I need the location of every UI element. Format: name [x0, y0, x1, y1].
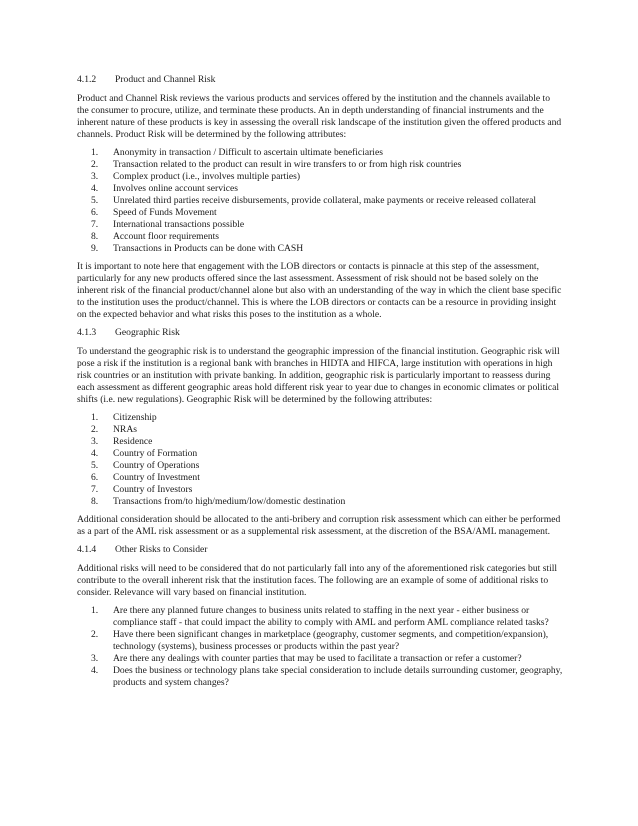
section-closing-paragraph: It is important to note here that engagement with the LOB directors or contacts is pinnacle at this step of the assessment, particularly for any new products offered since the last assessment. Assessment of risk should not be based solely on the inherent risk of the financial product/channel alone but also with an understanding of the way in which the client base specific to the institution uses the product/channel. This is where the LOB directors or contacts can be a resource in providing insight on the expected behavior and what risks this poses to the institution as a whole.	[77, 261, 562, 320]
section-title: Geographic Risk	[115, 327, 180, 338]
list-item: 2. Have there been significant changes in marketplace (geography, customer segments, and competition/expansion), technology (systems), business processes or products within the past year?	[91, 629, 549, 652]
list-item: 2. NRAs	[91, 424, 137, 435]
list-item: 4. Involves online account services	[91, 183, 238, 194]
section-number: 4.1.3	[77, 327, 97, 338]
list-item: 1. Are there any planned future changes to business units related to staffing in the next year - either business or compliance staff - that could impact the ability to comply with AML and perform AML compliance related tasks?	[91, 605, 549, 628]
list-item: 2. Transaction related to the product can result in wire transfers to or from high risk countries	[91, 159, 462, 170]
list-item: 7. International transactions possible	[91, 219, 245, 230]
geographic-risk-attribute-list	[77, 412, 564, 508]
section-intro-paragraph: Product and Channel Risk reviews the various products and services offered by the institution and the channels available to the consumer to procure, utilize, and terminate these products. An in depth understanding of financial instruments and the inherent nature of these products is key in assessing the overall risk landscape of the institution given the offered products and channels. Product Risk will be determined by the following attributes:	[77, 93, 562, 140]
list-item: 9. Transactions in Products can be done with CASH	[91, 243, 304, 254]
list-item: 8. Transactions from/to high/medium/low/domestic destination	[91, 496, 346, 507]
list-item: 4. Does the business or technology plans take special consideration to include details surrounding customer, geography, products and system changes?	[91, 665, 563, 688]
list-item: 1. Anonymity in transaction / Difficult to ascertain ultimate beneficiaries	[91, 147, 383, 158]
other-risks-question-list	[77, 605, 564, 689]
list-item: 4. Country of Formation	[91, 448, 198, 459]
section-number: 4.1.2	[77, 74, 97, 85]
list-item: 3. Complex product (i.e., involves multiple parties)	[91, 171, 301, 182]
list-item: 3. Are there any dealings with counter parties that may be used to facilitate a transaction or refer a customer?	[91, 653, 522, 664]
list-item: 5. Country of Operations	[91, 460, 200, 471]
list-item: 6. Speed of Funds Movement	[91, 207, 217, 218]
list-item: 3. Residence	[91, 436, 153, 447]
section-intro-paragraph: To understand the geographic risk is to understand the geographic impression of the financial institution. Geographic risk will pose a risk if the institution is a regional bank with branches in HIDTA and HIFCA, large institution with operations in high risk countries or an institution with private banking. In addition, geographic risk is particularly important to reassess during each assessment as different geographic areas hold different risk year to year due to changes in economic climates or political shifts (i.e. new regulations). Geographic Risk will be determined by the following attributes:	[77, 346, 560, 405]
section-heading-4-1-3	[77, 327, 564, 339]
product-risk-attribute-list	[77, 147, 564, 255]
list-item: 1. Citizenship	[91, 412, 157, 423]
list-item: 8. Account floor requirements	[91, 231, 220, 242]
list-item: 6. Country of Investment	[91, 472, 200, 483]
list-item: 7. Country of Investors	[91, 484, 193, 495]
section-intro-paragraph: Additional risks will need to be considered that do not particularly fall into any of the aforementioned risk categories but still contribute to the overall inherent risk that the institution faces. The following are an example of some of additional risks to consider. Relevance will vary based on financial institution.	[77, 563, 558, 598]
list-item: 5. Unrelated third parties receive disbursements, provide collateral, make payments or receive released collateral	[91, 195, 537, 206]
section-heading-4-1-4	[77, 544, 564, 556]
section-number: 4.1.4	[77, 544, 97, 555]
section-closing-paragraph: Additional consideration should be allocated to the anti-bribery and corruption risk assessment which can either be performed as a part of the AML risk assessment or as a supplemental risk assessment, at the discretion of the BSA/AML management.	[77, 514, 561, 537]
section-title: Product and Channel Risk	[115, 74, 216, 85]
section-heading-4-1-2	[77, 74, 564, 86]
section-title: Other Risks to Consider	[115, 544, 208, 555]
